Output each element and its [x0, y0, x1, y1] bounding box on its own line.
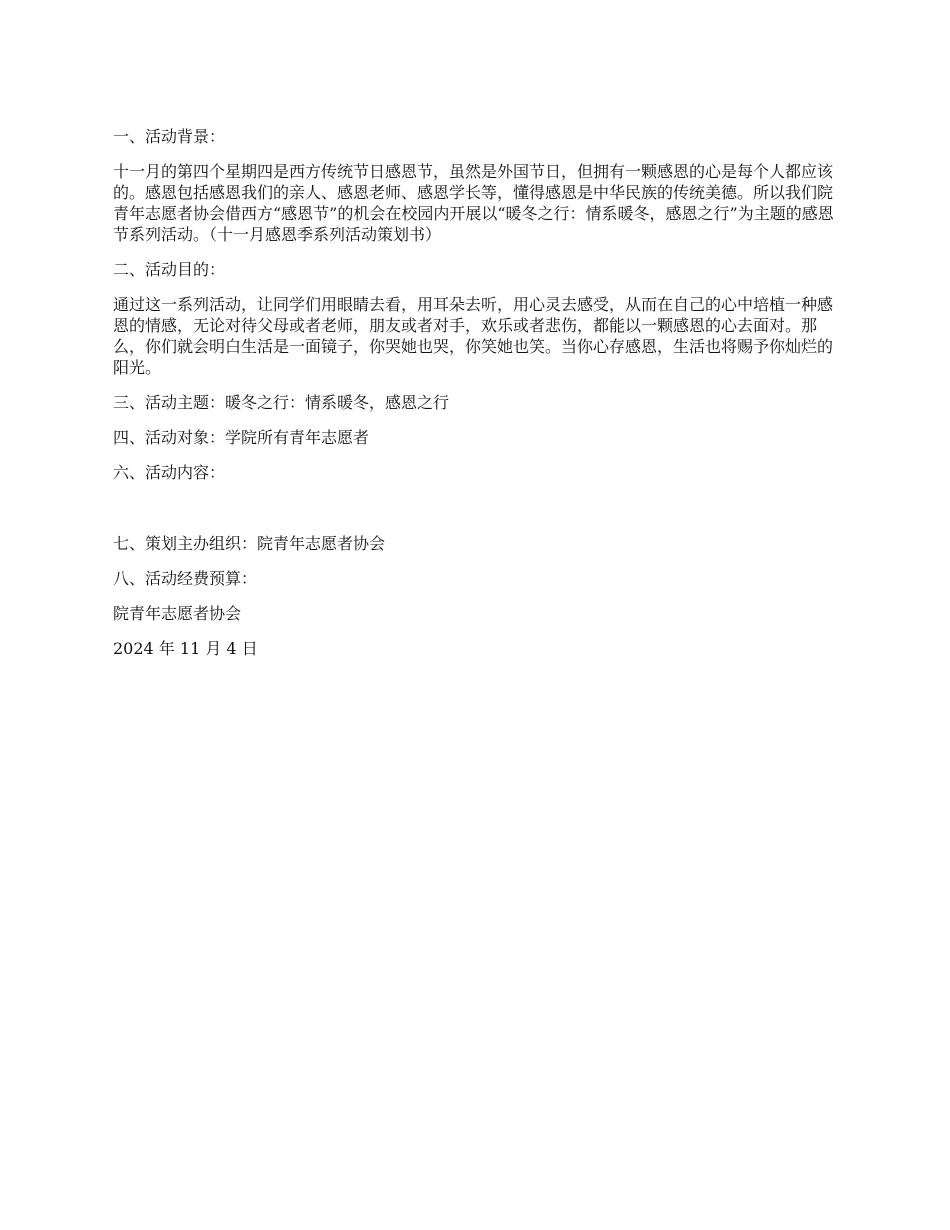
theme-line: 三、活动主题：暖冬之行：情系暖冬，感恩之行 — [113, 393, 450, 412]
document-page — [113, 126, 843, 673]
content-heading: 六、活动内容： — [113, 463, 226, 482]
signature-date: 2024 年 11 月 4 日 — [113, 639, 258, 658]
background-heading: 一、活动背景： — [113, 127, 226, 146]
signature-org: 院青年志愿者协会 — [113, 604, 242, 623]
purpose-heading: 二、活动目的： — [113, 260, 226, 279]
purpose-paragraph: 通过这一系列活动，让同学们用眼睛去看，用耳朵去听，用心灵去感受，从而在自己的心中培植一种感恩的情感，无论对待父母或者老师，朋友或者对手，欢乐或者悲伤，都能以一颗感恩的心去面对。那么，你们就会明白生活是一面镜子，你哭她也哭，你笑她也笑。当你心存感恩，生活也将赐予你灿烂的阳光。 — [113, 295, 834, 377]
background-paragraph: 十一月的第四个星期四是西方传统节日感恩节，虽然是外国节日，但拥有一颗感恩的心是每个人都应该的。感恩包括感恩我们的亲人、感恩老师、感恩学长等，懂得感恩是中华民族的传统美德。所以我们院青年志愿者协会借西方“感恩节”的机会在校园内开展以“暖冬之行：情系暖冬，感恩之行”为主题的感恩节系列活动。（十一月感恩季系列活动策划书） — [113, 162, 834, 244]
budget-heading: 八、活动经费预算： — [113, 569, 258, 588]
organizer-line: 七、策划主办组织：院青年志愿者协会 — [113, 534, 386, 553]
target-line: 四、活动对象：学院所有青年志愿者 — [113, 428, 370, 447]
